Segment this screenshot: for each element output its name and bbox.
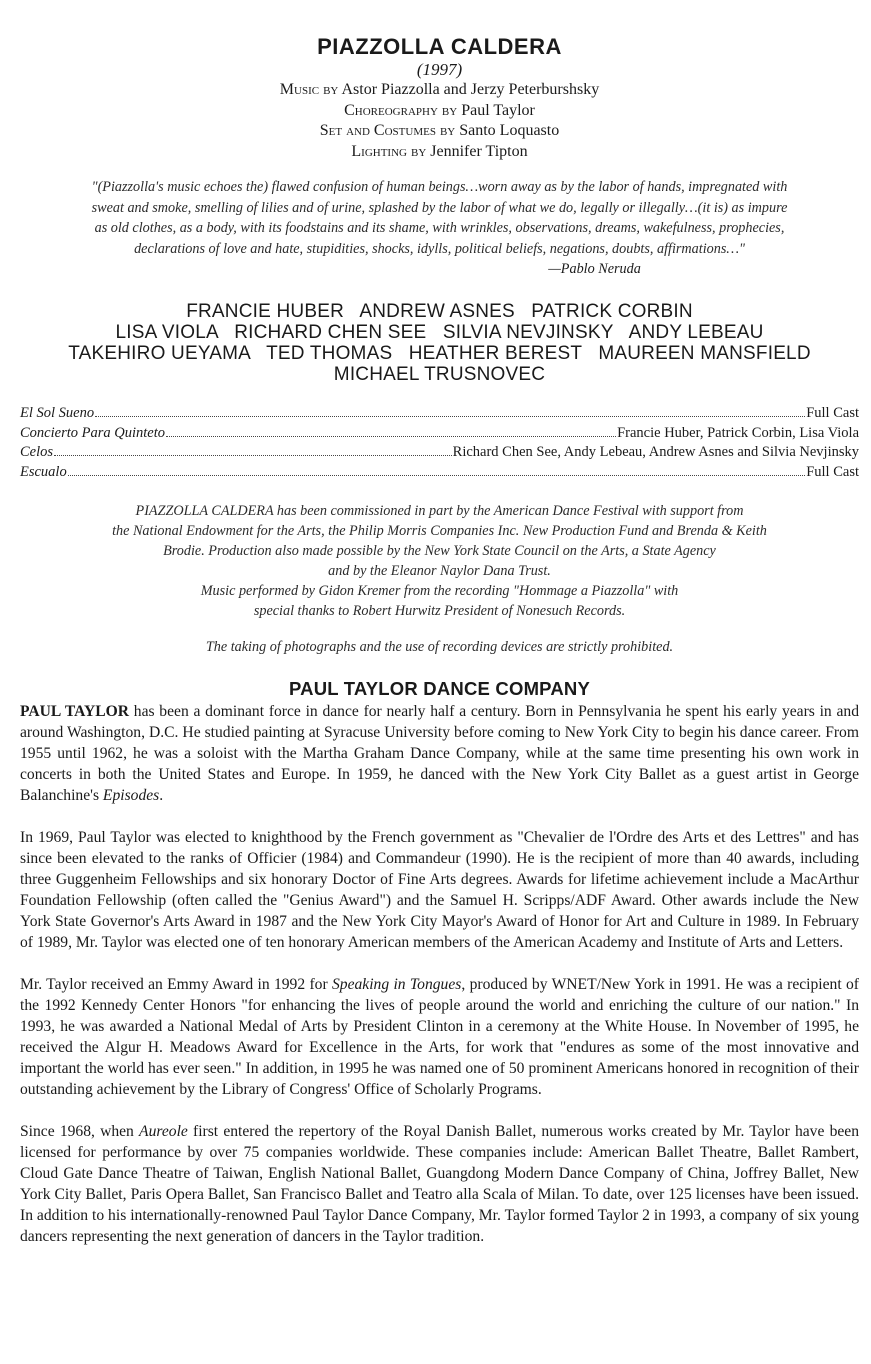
- quote-line: "(Piazzolla's music echoes the) flawed confusion of human beings…worn away as by the labor of hands, impregnated with: [91, 179, 788, 195]
- leader-dots: [95, 416, 805, 417]
- commission-notes: [20, 501, 859, 621]
- note-line: Brodie. Production also made possible by the New York State Council on the Arts, a State Agency: [163, 542, 716, 559]
- credit-name: Santo Loquasto: [459, 122, 560, 139]
- note-line: special thanks to Robert Hurwitz President of Nonesuch Records.: [253, 602, 626, 619]
- note-line: the National Endowment for the Arts, the Philip Morris Companies Inc. New Production Fund and Brenda & Keith: [112, 522, 767, 539]
- cast-line: LISA VIOLA RICHARD CHEN SEE SILVIA NEVJINSKY ANDY LEBEAU: [115, 322, 764, 343]
- credit-role: Choreography by: [344, 101, 458, 119]
- bio-paragraph: [20, 974, 859, 1100]
- section-title: Celos: [20, 444, 54, 461]
- program-row: [20, 463, 859, 483]
- bio-text: has been a dominant force in dance for nearly half a century. Born in Pennsylvania he spent his early years in and around Washington, D.C. He studied painting at Syracuse University before coming to New York City to begin his dance career. From 1955 until 1962, he was a soloist with the Martha Graham Dance Company, while at the same time presenting his own work in concerts in both the United States and Europe. In 1959, he danced with the New York City Ballet as a guest artist in George Balanchine's: [20, 702, 859, 804]
- quote-line: declarations of love and hate, stupidities, shocks, idylls, political beliefs, negations, doubts, affirmations…": [134, 240, 745, 257]
- credit-set-costumes: [20, 121, 859, 142]
- section-cast: Full Cast: [806, 405, 859, 421]
- credit-role: Lighting by: [351, 142, 427, 160]
- quote-attribution: —Pablo Neruda: [548, 261, 641, 277]
- section-title: Escualo: [20, 464, 67, 481]
- bio-paragraph: [20, 1121, 859, 1247]
- section-title: El Sol Sueno: [20, 405, 95, 421]
- cast-line: MICHAEL TRUSNOVEC: [333, 364, 546, 385]
- note-line: PIAZZOLLA CALDERA has been commissioned in part by the American Dance Festival with support from: [135, 502, 744, 519]
- program-sections: [20, 404, 859, 483]
- bio-work-title: Episodes: [102, 786, 160, 804]
- credit-lighting: [20, 142, 859, 163]
- leader-dots: [54, 455, 452, 456]
- quote-line: sweat and smoke, smelling of lilies and of urine, splashed by the labor of what we do, legally or illegally…(it is) as impure: [91, 199, 788, 216]
- credit-name: Astor Piazzolla and Jerzy Peterburshsky: [341, 81, 600, 98]
- neruda-quote: [20, 177, 859, 259]
- note-line: and by the Eleanor Naylor Dana Trust.: [328, 562, 551, 579]
- program-row: [20, 443, 859, 463]
- program-page: [0, 34, 871, 1364]
- credit-name: Paul Taylor: [461, 101, 535, 119]
- program-row: [20, 404, 859, 424]
- bio-paragraph: In 1969, Paul Taylor was elected to knighthood by the French government as "Chevalier de l'Ordre des Arts et des Lettres" and has since been elevated to the ranks of Officier (1984) and Commandeur (1990). He is the recipient of more than 40 awards, including three Guggenheim Fellowships and six honorary Doctor of Fine Arts degrees. Awards for lifetime achievement include a MacArthur Foundation Fellowship (often called the "Genius Award") and the Samuel H. Scripps/ADF Award. Other awards include the New York State Governor's Arts Award in 1987 and the New York City Mayor's Award of Honor for Art and Culture in 1989. In February of 1989, Mr. Taylor was elected one of ten honorary American members of the American Academy and Institute of Arts and Letters.: [20, 828, 859, 951]
- section-cast: Richard Chen See, Andy Lebeau, Andrew Asnes and Silvia Nevjinsky: [452, 444, 859, 461]
- section-title: Concierto Para Quinteto: [20, 424, 165, 441]
- bio-lead: PAUL TAYLOR: [20, 702, 130, 720]
- bio-text: .: [159, 786, 164, 804]
- bio-text: , produced by WNET/New York in 1991. He was a recipient of the 1992 Kennedy Center Honors "for enhancing the lives of people around the world and enriching the culture of our nation." In 1993, he was awarded a National Medal of Arts by President Clinton in a ceremony at the White House. In November of 1995, he received the Algur H. Meadows Award for Excellence in the Arts, for work that "endures as some of the most innovative and important the world has ever seen." In addition, in 1995 he was named one of 50 prominent Americans honored in recognition of their outstanding achievement by the Library of Congress' Office of Scholarly Programs.: [20, 975, 860, 1098]
- bio-work-title: Speaking in Tongues: [331, 975, 462, 993]
- bio-paragraph: [20, 701, 859, 806]
- note-line: Music performed by Gidon Kremer from the recording "Hommage a Piazzolla" with: [200, 582, 679, 599]
- bio-text: first entered the repertory of the Royal Danish Ballet, numerous works created by Mr. Taylor have been licensed for performance by over 75 companies worldwide. These companies include: American Ballet Theatre, Ballet Rambert, Cloud Gate Dance Theatre of Taiwan, English National Ballet, Guangdong Modern Dance Company of China, Joffrey Ballet, New York City Ballet, Paris Opera Ballet, San Francisco Ballet and Teatro alla Scala of Milan. To date, over 125 licenses have been issued. In addition to his internationally-renowned Paul Taylor Dance Company, Mr. Taylor formed Taylor 2 in 1993, a company of six young dancers representing the next generation of dancers in the Taylor tradition.: [20, 1122, 859, 1245]
- work-title: PIAZZOLLA CALDERA: [317, 34, 562, 59]
- section-cast: Francie Huber, Patrick Corbin, Lisa Viola: [617, 424, 859, 441]
- quote-line: as old clothes, as a body, with its foodstains and its shame, with wrinkles, observations, dreams, wakefulness, prophecies,: [94, 220, 785, 236]
- credits: [20, 80, 859, 162]
- work-year: (1997): [416, 60, 463, 79]
- credit-choreography: [20, 101, 859, 122]
- leader-dots: [166, 436, 616, 437]
- prohibition-notice: The taking of photographs and the use of recording devices are strictly prohibited.: [205, 638, 674, 655]
- company-heading: PAUL TAYLOR DANCE COMPANY: [288, 677, 591, 699]
- section-cast: Full Cast: [806, 464, 859, 481]
- cast-line: TAKEHIRO UEYAMA TED THOMAS HEATHER BEREST MAUREEN MANSFIELD: [68, 343, 811, 364]
- cast-line: FRANCIE HUBER ANDREW ASNES PATRICK CORBIN: [186, 301, 693, 322]
- program-row: [20, 424, 859, 444]
- bio-text: Mr. Taylor received an Emmy Award in 1992 for: [20, 975, 332, 993]
- credit-role: Set and Costumes by: [319, 122, 456, 139]
- credit-role: Music by: [279, 81, 339, 98]
- leader-dots: [68, 475, 806, 476]
- cast-list: [20, 301, 859, 385]
- bio-work-title: Aureole: [139, 1122, 188, 1140]
- credit-name: Jennifer Tipton: [430, 142, 528, 160]
- bio-text: Since 1968, when: [20, 1122, 140, 1140]
- credit-music: [20, 80, 859, 101]
